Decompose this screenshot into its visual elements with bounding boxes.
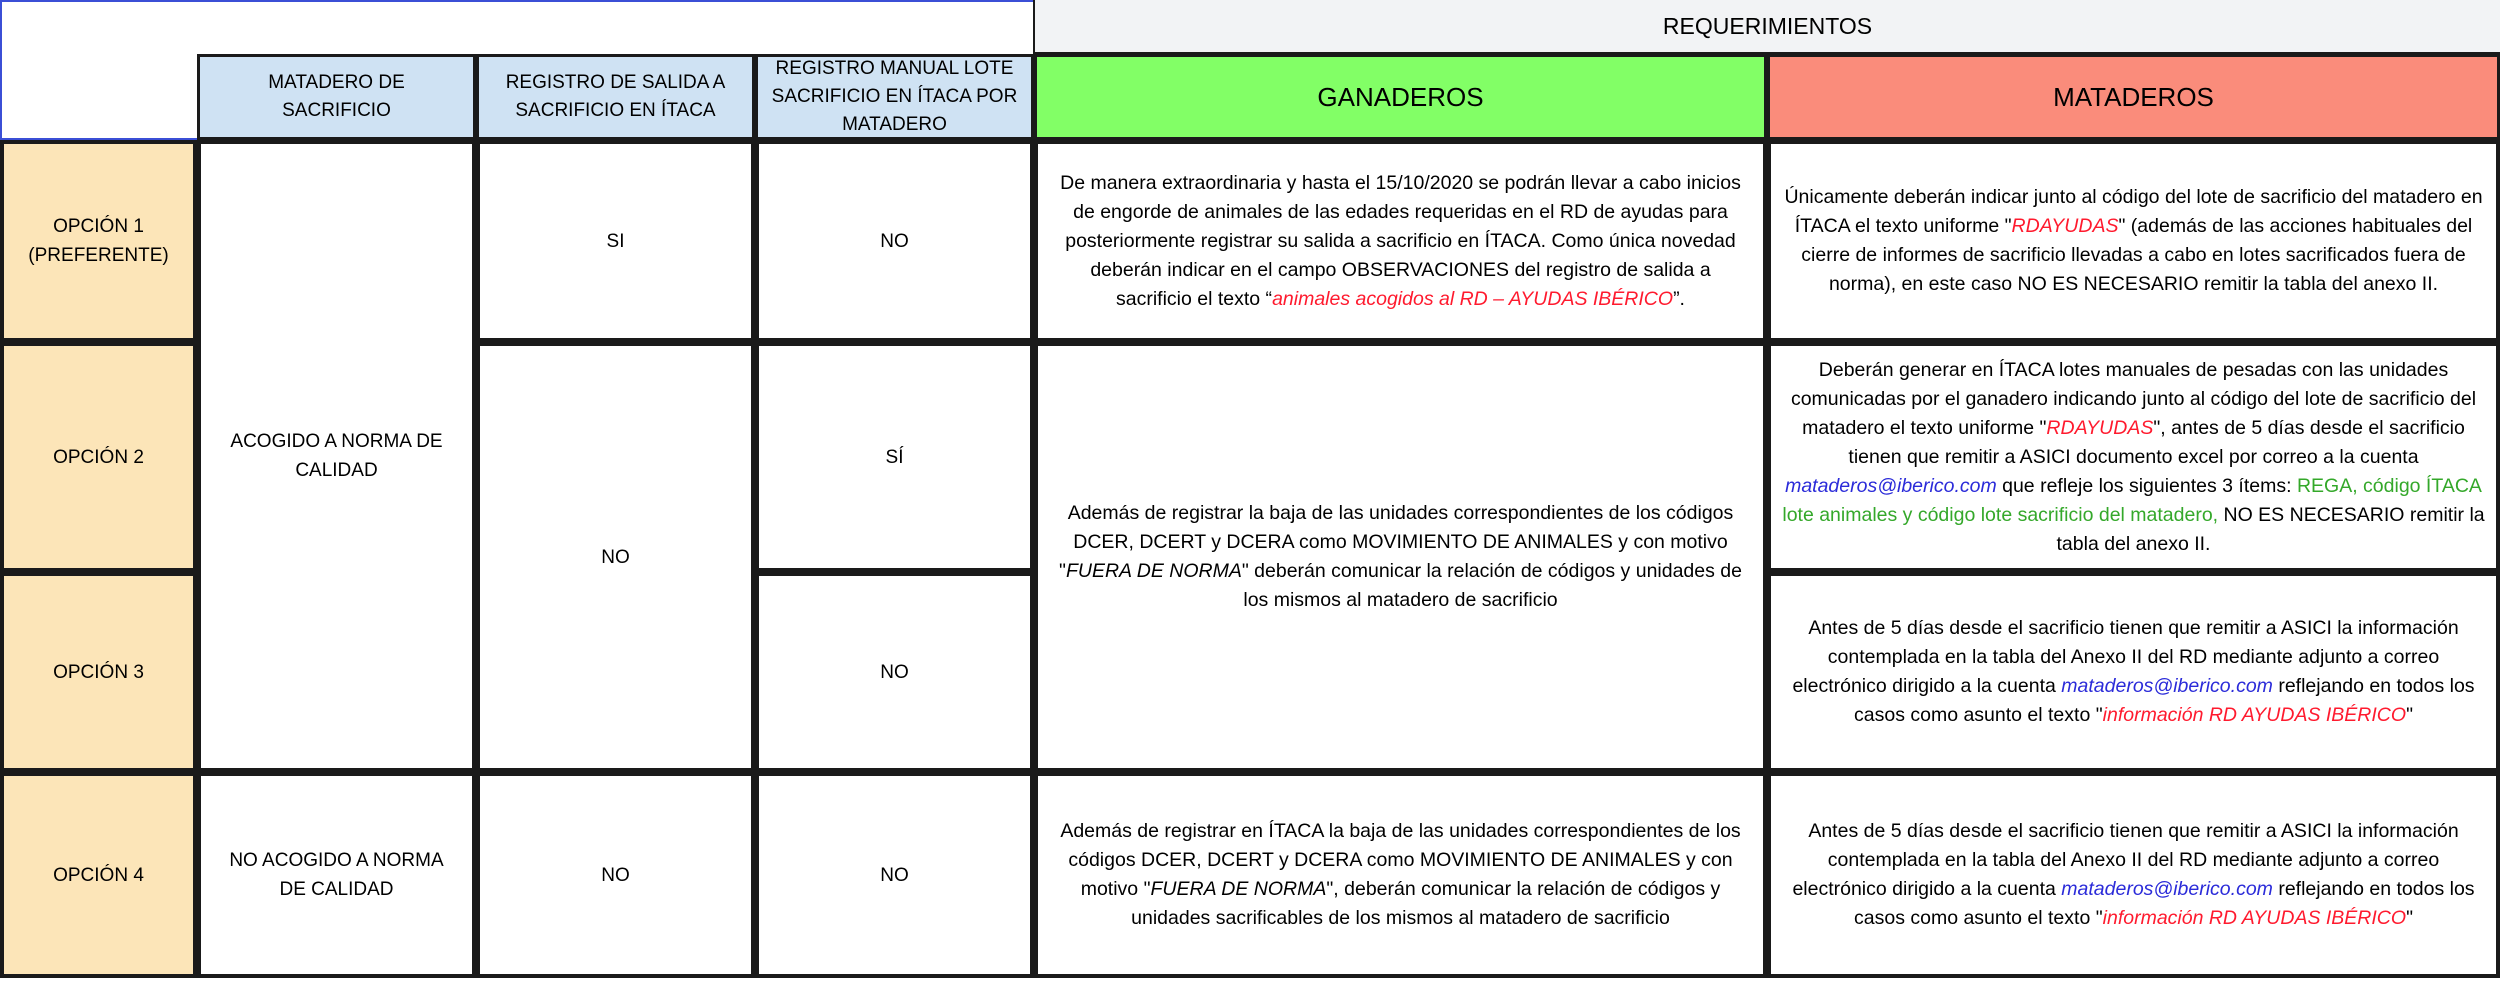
registro-manual-op2-cell: [755, 342, 1034, 572]
mataderos-op3-text-c: ": [2406, 704, 2413, 726]
option-4-label: OPCIÓN 4: [53, 864, 144, 886]
option-1-cell: [0, 140, 197, 342]
mataderos-op4-text-a: Antes de 5 días desde el sacrificio tienen que remitir a ASICI la información contemplada en la tabla del Anexo II del RD mediante adjunto a correo electrónico dirigido a la cuenta: [1792, 820, 2459, 900]
mataderos-op3-highlight: información RD AYUDAS IBÉRICO: [2102, 704, 2407, 726]
ganaderos-op4-highlight: FUERA DE NORMA: [1150, 878, 1327, 900]
mataderos-op3-text-b: reflejando en todos los casos como asunto el texto ": [1854, 675, 2475, 726]
ganaderos-op23-highlight: FUERA DE NORMA: [1065, 560, 1242, 582]
ganaderos-op23-cell: [1034, 342, 1767, 772]
registro-manual-op4-value: NO: [880, 864, 909, 886]
mataderos-op2-text: [1779, 356, 2488, 559]
ganaderos-op4-text-c: ", deberán comunicar la relación de códigos y unidades sacrificables de los mismos al matadero de sacrificio: [1131, 878, 1721, 929]
mataderos-op1-highlight: RDAYUDAS: [2011, 215, 2119, 237]
column-header-mataderos-label: MATADEROS: [2053, 81, 2214, 112]
registro-manual-op4-cell: [755, 772, 1034, 978]
matadero-no-acogido-cell: [197, 772, 476, 978]
mataderos-op4-highlight: información RD AYUDAS IBÉRICO: [2102, 907, 2407, 929]
option-2-label: OPCIÓN 2: [53, 446, 144, 468]
mataderos-op3-text: [1779, 614, 2488, 730]
requerimientos-header: [1033, 0, 2500, 54]
ganaderos-op1-text-a: De manera extraordinaria y hasta el 15/10/2020 se podrán llevar a cabo inicios de engorde de animales de las edades requeridas en el RD de ayudas para posteriormente registrar su salida a sacrificio en ÍTACA. Como única novedad deberán indicar en el campo OBSERVACIONES del registro de salida a sacrificio el texto “: [1060, 171, 1741, 310]
option-4-cell: [0, 772, 197, 978]
column-header-matadero-label: MATADERO DE SACRIFICIO: [268, 72, 405, 121]
registro-salida-op23-value: NO: [601, 546, 630, 568]
mataderos-op1-text-a: Únicamente deberán indicar junto al código del lote de sacrificio del matadero en ÍTACA el texto uniforme ": [1784, 186, 2483, 237]
mataderos-op4-email-link[interactable]: mataderos@iberico.com: [2061, 878, 2273, 900]
ganaderos-op23-text: [1056, 499, 1745, 615]
header-frame-top: [0, 0, 1033, 2]
mataderos-op3-email-link[interactable]: mataderos@iberico.com: [2061, 675, 2273, 697]
ganaderos-op1-highlight: animales acogidos al RD – AYUDAS IBÉRICO: [1272, 287, 1674, 310]
ganaderos-op4-text-a: Además de registrar en ÍTACA la baja de las unidades correspondientes de los códigos DCER, DCERT y DCERA como MOVIMIENTO DE ANIMALES y con motivo ": [1060, 820, 1741, 900]
ganaderos-op23-text-a: Además de registrar la baja de las unidades correspondientes de los códigos DCER, DCERT y DCERA como MOVIMIENTO DE ANIMALES y con motivo ": [1059, 502, 1734, 582]
option-3-label: OPCIÓN 3: [53, 661, 144, 683]
column-header-ganaderos-label: GANADEROS: [1317, 81, 1484, 112]
column-header-matadero: [197, 54, 476, 140]
mataderos-op2-text-a: Deberán generar en ÍTACA lotes manuales de pesadas con las unidades comunicadas por el ganadero indicando junto al código del lote de sacrificio del matadero el texto uniforme ": [1790, 358, 2477, 439]
header-frame-left: [0, 0, 2, 140]
mataderos-op2-email-link[interactable]: mataderos@iberico.com: [1785, 474, 1997, 497]
requerimientos-label: REQUERIMIENTOS: [1662, 12, 1873, 39]
mataderos-op1-cell: [1767, 140, 2500, 342]
ganaderos-op1-text: [1056, 169, 1745, 314]
mataderos-op2-cell: [1767, 342, 2500, 572]
registro-manual-op2-value: SÍ: [885, 446, 904, 468]
column-header-ganaderos: [1034, 54, 1767, 140]
registro-manual-op3-cell: [755, 572, 1034, 772]
ganaderos-op4-text: [1056, 817, 1745, 933]
registro-salida-op4-value: NO: [601, 864, 630, 886]
mataderos-op1-text-c: " (además de las acciones habituales del cierre de informes de sacrificio llevadas a cabo en lotes sacrificados fuera de norma), en este caso NO ES NECESARIO remitir la tabla del anexo II.: [1801, 215, 2473, 295]
registro-salida-op4-cell: [476, 772, 755, 978]
mataderos-op3-cell: [1767, 572, 2500, 772]
ganaderos-op1-text-c: ”.: [1673, 287, 1685, 310]
column-header-registro-manual: [755, 54, 1034, 140]
mataderos-op2-text-d: que refleje los siguientes 3 ítems:: [1996, 474, 2297, 497]
column-header-mataderos: [1767, 54, 2500, 140]
option-3-cell: [0, 572, 197, 772]
mataderos-op2-highlight: RDAYUDAS: [2046, 416, 2154, 439]
mataderos-op2-green-text: REGA, código ÍTACA lote animales y código lote sacrificio del matadero,: [1782, 474, 2482, 526]
matadero-acogido-label: ACOGIDO A NORMA DE CALIDAD: [230, 431, 443, 481]
registro-salida-op23-cell: [476, 342, 755, 772]
mataderos-op1-text: [1779, 183, 2488, 299]
option-2-cell: [0, 342, 197, 572]
mataderos-op2-text-e: NO ES NECESARIO remitir la tabla del anexo II.: [2056, 503, 2485, 555]
matadero-acogido-cell: [197, 140, 476, 772]
mataderos-op4-cell: [1767, 772, 2500, 978]
mataderos-op3-text-a: Antes de 5 días desde el sacrificio tienen que remitir a ASICI la información contemplada en la tabla del Anexo II del RD mediante adjunto a correo electrónico dirigido a la cuenta: [1792, 617, 2459, 697]
mataderos-op4-text: [1779, 817, 2488, 933]
ganaderos-op4-cell: [1034, 772, 1767, 978]
registro-manual-op3-value: NO: [880, 661, 909, 683]
column-header-registro-salida: [476, 54, 755, 140]
mataderos-op2-text-c: ", antes de 5 días desde el sacrificio tienen que remitir a ASICI documento excel por correo a la cuenta: [1848, 416, 2465, 468]
registro-salida-op1-cell: [476, 140, 755, 342]
registro-salida-op1-value: SI: [606, 230, 625, 252]
option-1-label: OPCIÓN 1 (PREFERENTE): [28, 216, 169, 266]
registro-manual-op1-value: NO: [880, 230, 909, 252]
matadero-no-acogido-label: NO ACOGIDO A NORMA DE CALIDAD: [229, 850, 444, 900]
ganaderos-op23-text-c: " deberán comunicar la relación de códigos y unidades de los mismos al matadero de sacrificio: [1241, 560, 1742, 611]
mataderos-op4-text-c: ": [2406, 907, 2413, 929]
registro-manual-op1-cell: [755, 140, 1034, 342]
ganaderos-op1-cell: [1034, 140, 1767, 342]
column-header-registro-salida-label: REGISTRO DE SALIDA A SACRIFICIO EN ÍTACA: [505, 72, 726, 121]
mataderos-op4-text-b: reflejando en todos los casos como asunto el texto ": [1854, 878, 2475, 929]
column-header-registro-manual-label: REGISTRO MANUAL LOTE SACRIFICIO EN ÍTACA POR MATADERO: [771, 58, 1018, 135]
